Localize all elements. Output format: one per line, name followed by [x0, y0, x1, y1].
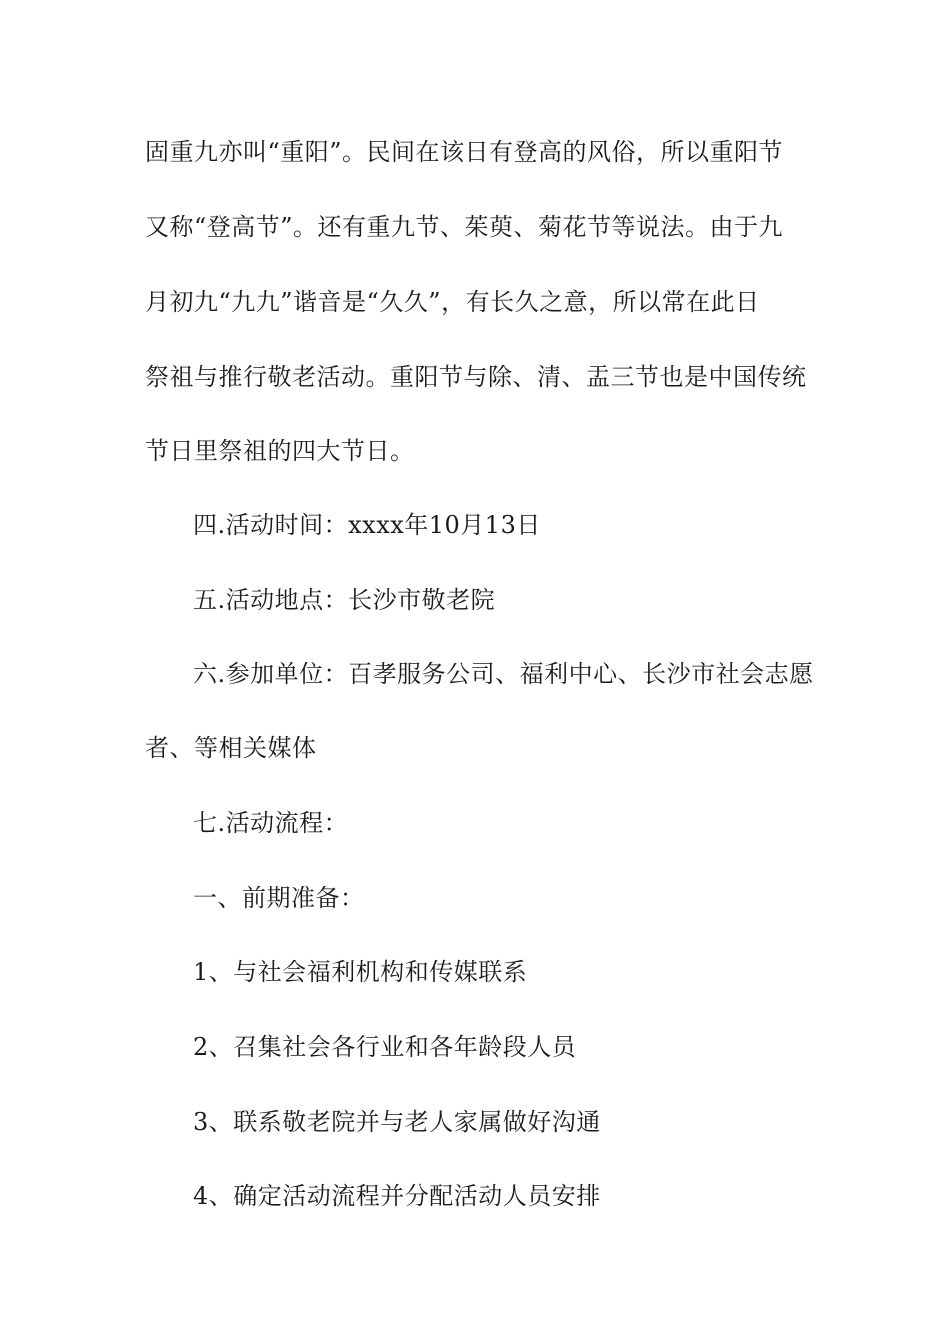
paragraph-line: 节日里祭祖的四大节日。	[145, 437, 415, 465]
paragraph-line: 祭祖与推行敬老活动。重阳节与除、清、盂三节也是中国传统	[145, 363, 807, 391]
list-item: 3、联系敬老院并与老人家属做好沟通	[193, 1108, 601, 1136]
paragraph-line: 月初九“九九”谐音是“久久”，有长久之意，所以常在此日	[145, 288, 760, 316]
paragraph-line: 固重九亦叫“重阳”。民间在该日有登高的风俗，所以重阳节	[145, 138, 784, 166]
section-heading-process: 七.活动流程：	[193, 809, 349, 837]
paragraph-line: 又称“登高节”。还有重九节、茱萸、菊花节等说法。由于九	[145, 213, 784, 241]
subsection-heading-preparation: 一、前期准备：	[193, 884, 365, 912]
participants-continued: 者、等相关媒体	[145, 734, 317, 762]
participants: 六.参加单位：百孝服务公司、福利中心、长沙市社会志愿	[193, 660, 814, 688]
activity-location: 五.活动地点：长沙市敬老院	[193, 586, 496, 614]
activity-time: 四.活动时间：xxxx年10月13日	[193, 511, 541, 539]
list-item: 2、召集社会各行业和各年龄段人员	[193, 1033, 577, 1061]
list-item: 4、确定活动流程并分配活动人员安排	[193, 1182, 601, 1210]
list-item: 1、与社会福利机构和传媒联系	[193, 958, 528, 986]
